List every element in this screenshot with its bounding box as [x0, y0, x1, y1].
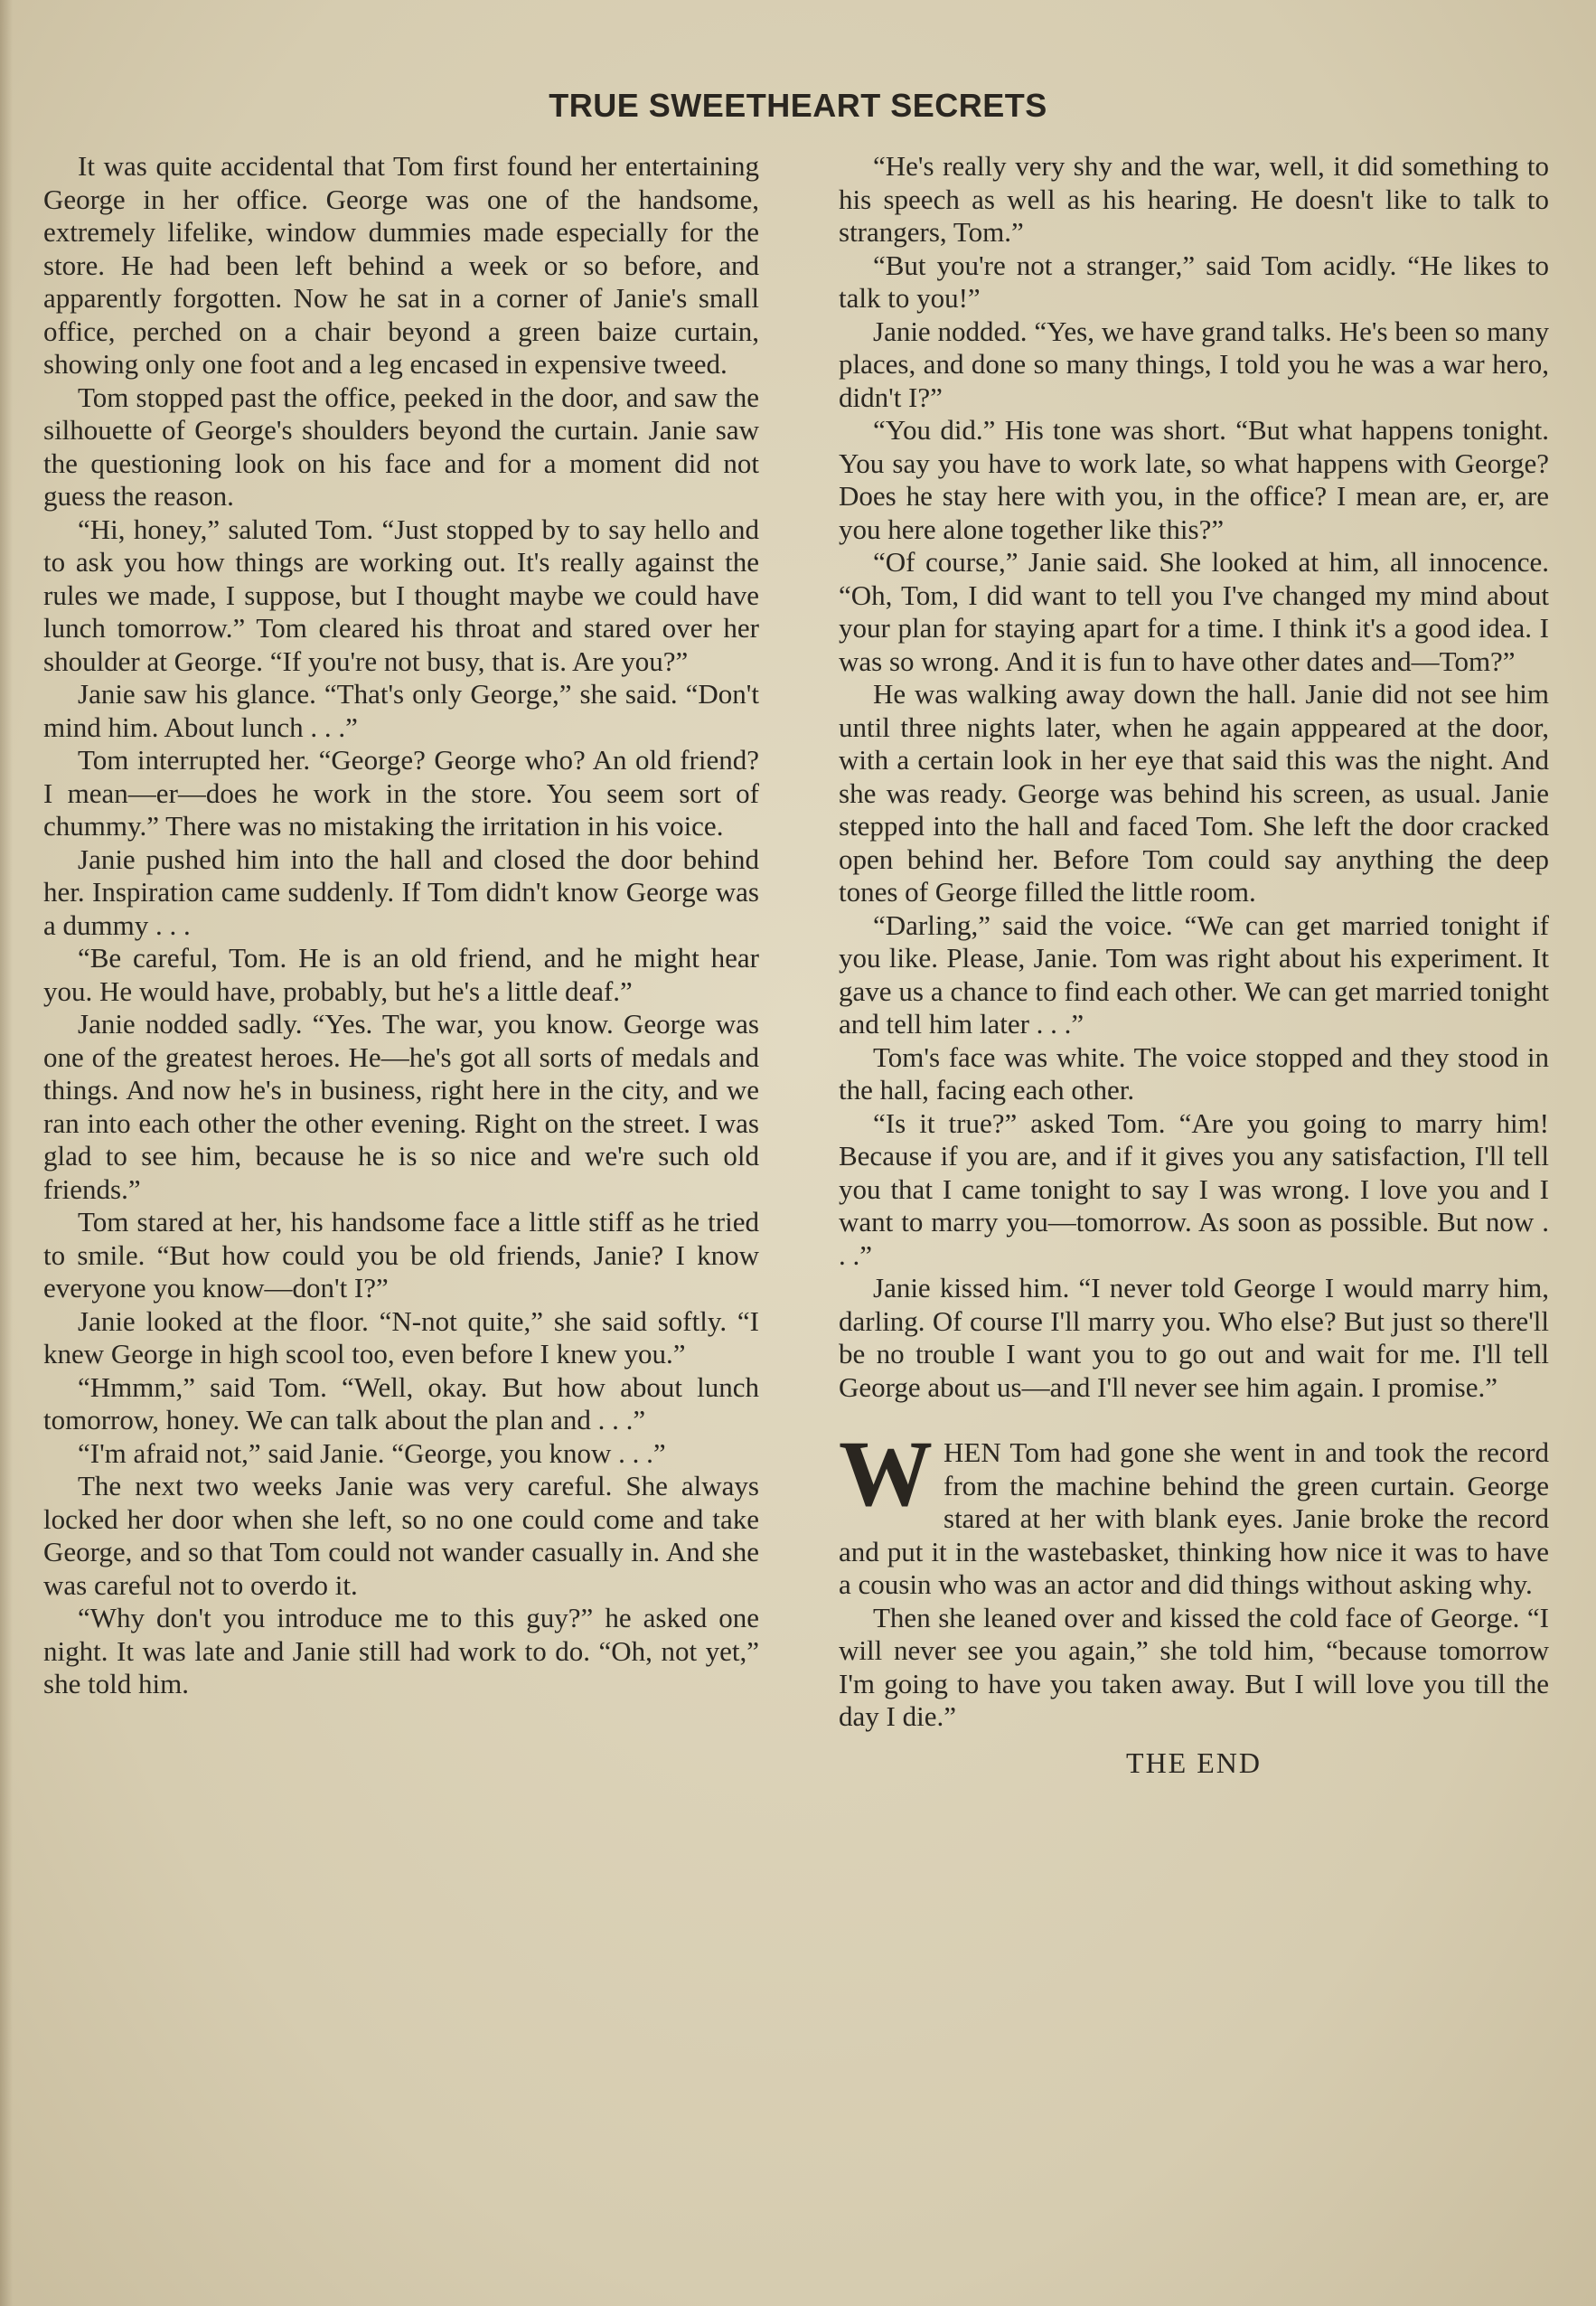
paragraph: “Darling,” said the voice. “We can get married tonight if you like. Please, Janie. Tom was right about his experiment. It gave us a chance to find each other. We can get married tonight and tell him later . . .”	[839, 908, 1549, 1040]
final-paragraph-text: HEN Tom had gone she went in and took the record from the machine behind the green curtain. George stared at her with blank eyes. Janie broke the record and put it in the wastebasket, thinking how nice it was to have a cousin who was an actor and did things without asking why.	[839, 1436, 1549, 1600]
paragraph: He was walking away down the hall. Janie did not see him until three nights later, when he again apppeared at the door, with a certain look in her eye that said this was the night. And she was ready. George was behind his screen, as usual. Janie stepped into the hall and faced Tom. She left the door cracked open behind her. Before Tom could say anything the deep tones of George filled the little room.	[839, 678, 1549, 908]
paragraph: “But you're not a stranger,” said Tom acidly. “He likes to talk to you!”	[839, 249, 1549, 314]
paragraph: “Of course,” Janie said. She looked at him, all innocence. “Oh, Tom, I did want to tell you I've changed my mind about your plan for staying apart for a time. I think it's a good idea. I was so wrong. And it is fun to have other dates and—Tom?”	[839, 546, 1549, 677]
left-column	[43, 150, 759, 1701]
paragraph: Tom stared at her, his handsome face a little stiff as he tried to smile. “But how could you be old friends, Janie? I know everyone you know—don't I?”	[43, 1206, 759, 1304]
paragraph: Janie saw his glance. “That's only George,” she said. “Don't mind him. About lunch . . .”	[43, 678, 759, 743]
paragraph: “Is it true?” asked Tom. “Are you going to marry him! Because if you are, and if it gives you any satisfaction, I'll tell you that I came tonight to say I was wrong. I love you and I want to marry you—tomorrow. As soon as possible. But now . . .”	[839, 1106, 1549, 1271]
paragraph: Janie kissed him. “I never told George I would marry him, darling. Of course I'll marry you. Who else? But just so there'll be no trouble I want you to go out and wait for me. I'll tell George about us—and I'll never see him again. I promise.”	[839, 1272, 1549, 1403]
paragraph: Janie pushed him into the hall and closed the door behind her. Inspiration came suddenly. If Tom didn't know George was a dummy . . .	[43, 842, 759, 941]
paragraph: Tom's face was white. The voice stopped and they stood in the hall, facing each other.	[839, 1040, 1549, 1106]
paragraph: It was quite accidental that Tom first found her entertaining George in her office. George was one of the handsome, extremely lifelike, window dummies made especially for the store. He had been left behind a week or so before, and apparently forgotten. Now he sat in a corner of Janie's small office, perched on a chair beyond a green baize curtain, showing only one foot and a leg encased in expensive tweed.	[43, 150, 759, 380]
paragraph: “Be careful, Tom. He is an old friend, and he might hear you. He would have, probably, but he's a little deaf.”	[43, 942, 759, 1007]
drop-cap: W	[839, 1422, 933, 1526]
paragraph: “You did.” His tone was short. “But what happens tonight. You say you have to work late, so what happens with George? Does he stay here with you, in the office? I mean are, er, are you here alone together like this?”	[839, 414, 1549, 545]
paragraph: The next two weeks Janie was very careful. She always locked her door when she left, so no one could come and take George, and so that Tom could not wander casually in. And she was careful not to overdo it.	[43, 1470, 759, 1601]
paragraph: “I'm afraid not,” said Janie. “George, you know . . .”	[78, 1436, 666, 1469]
paragraph: Tom interrupted her. “George? George who? An old friend? I mean—er—does he work in the store. You seem sort of chummy.” There was no mistaking the irritation in his voice.	[43, 744, 759, 842]
running-title: TRUE SWEETHEART SECRETS	[549, 87, 1047, 124]
closing-paragraph: Then she leaned over and kissed the cold face of George. “I will never see you again,” she told him, “because tomorrow I'm going to have you taken away. But I will love you till the day I die.”	[839, 1601, 1549, 1732]
page-edge-shadow	[0, 0, 13, 2306]
right-column	[839, 150, 1549, 1779]
paragraph: “Hi, honey,” saluted Tom. “Just stopped by to say hello and to ask you how things are working out. It's really against the rules we made, I suppose, but I thought maybe we could have lunch tomorrow.” Tom cleared his throat and stared over her shoulder at George. “If you're not busy, that is. Are you?”	[43, 513, 759, 677]
paragraph: Janie nodded sadly. “Yes. The war, you know. George was one of the greatest heroes. He—he's got all sorts of medals and things. And now he's in business, right here in the city, and we ran into each other the other evening. Right on the street. I was glad to see him, because he is so nice and we're such old friends.”	[43, 1008, 759, 1205]
paragraph: “He's really very shy and the war, well, it did something to his speech as well as his hearing. He doesn't like to talk to strangers, Tom.”	[839, 150, 1549, 248]
paragraph: “Why don't you introduce me to this guy?” he asked one night. It was late and Janie still had work to do. “Oh, not yet,” she told him.	[43, 1602, 759, 1699]
final-paragraph	[839, 1422, 1549, 1602]
paragraph: Janie nodded. “Yes, we have grand talks. He's been so many places, and done so many things, I told you he was a war hero, didn't I?”	[839, 315, 1549, 413]
paragraph: Janie looked at the floor. “N-not quite,” she said softly. “I knew George in high scool too, even before I knew you.”	[43, 1304, 759, 1369]
paragraph: “Hmmm,” said Tom. “Well, okay. But how about lunch tomorrow, honey. We can talk about the plan and . . .”	[43, 1370, 759, 1435]
the-end-label: THE END	[1126, 1746, 1262, 1779]
paragraph: Tom stopped past the office, peeked in the door, and saw the silhouette of George's shoulders beyond the curtain. Janie saw the questioning look on his face and for a moment did not guess the reason.	[43, 381, 759, 512]
